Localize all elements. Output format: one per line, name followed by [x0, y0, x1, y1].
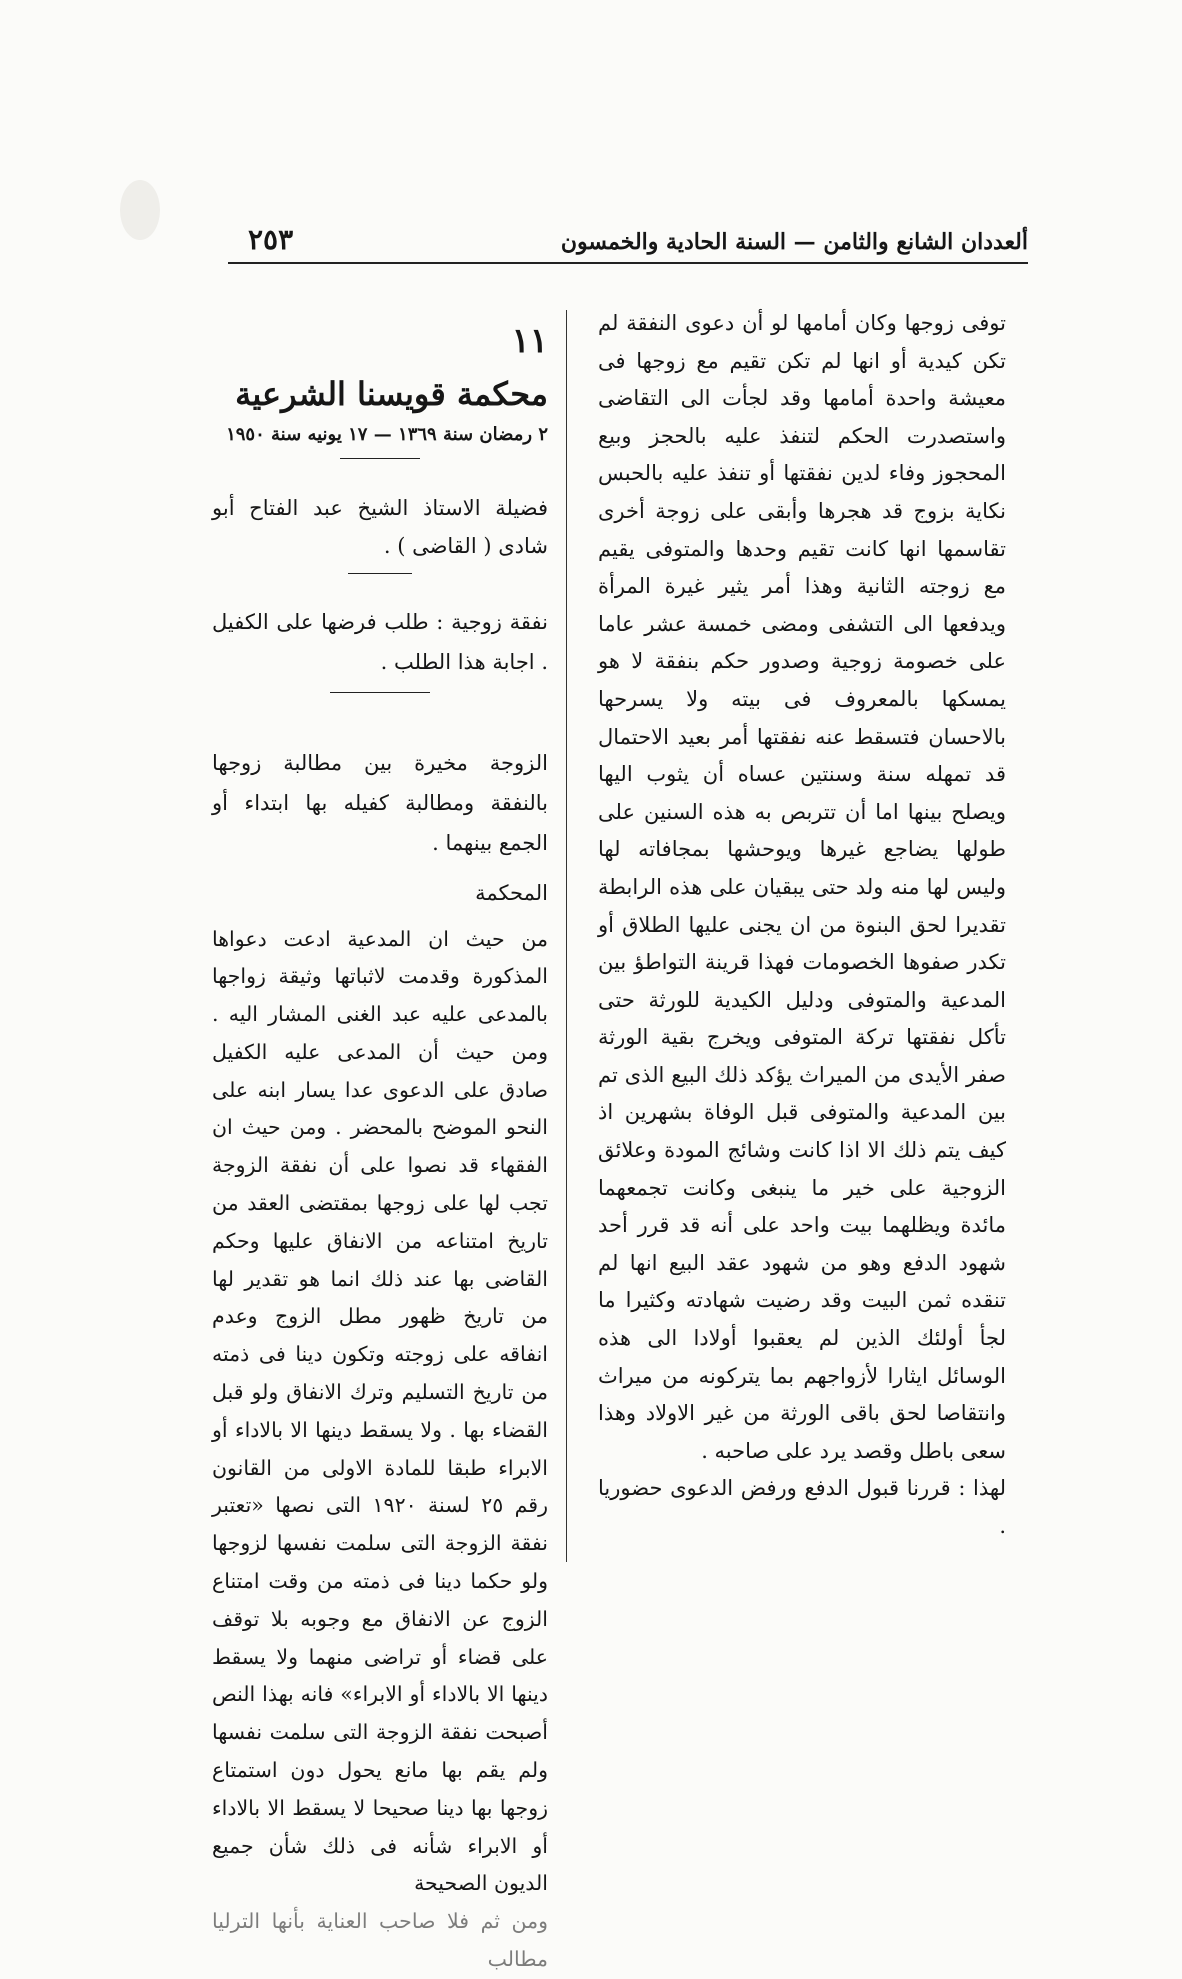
divider — [348, 573, 412, 574]
right-column — [598, 305, 1006, 1545]
running-title: ألعددان الشانع والثامن — السنة الحادية والخمسون — [560, 229, 1028, 255]
cut-off-line: ومن ثم فلا صاحب العناية بأنها الترليا مطالب — [212, 1909, 548, 1972]
judge-name: فضيلة الاستاذ الشيخ عبد الفتاح أبو شادى ( القاضى ) . — [212, 496, 548, 558]
column-divider — [566, 310, 567, 1562]
divider — [340, 458, 420, 459]
case-number: ١١ — [511, 321, 548, 361]
page-number: ٢٥٣ — [248, 223, 294, 256]
left-column — [212, 318, 548, 1979]
right-column-body: توفى زوجها وكان أمامها لو أن دعوى النفقة لم تكن كيدية أو انها لم تكن تقيم مع زوجها فى معيشة واحدة أمامها وقد لجأت الى التقاضى واستصدرت الحكم لتنفذ عليه بالحجز وبيع المحجوز وفاء لدين نفقتها أو تنفذ عليه بالحبس نكاية بزوج قد هجرها وأبقى على زوجة أخرى تقاسمها انها كانت تقيم وحدها والمتوفى يقيم مع زوجته الثانية وهذا أمر يثير غيرة المرأة ويدفعها الى التشفى ومضى خمسة عشر عاما على خصومة زوجية وصدور حكم بنفقة لا هو يمسكها بالمعروف فى بيته ولا يسرحها بالاحسان فتسقط عنه نفقتها أمر بعيد الاحتمال قد تمهله سنة وسنتين عساه أن يثوب اليها ويصلح بينها اما أن تتربص به هذه السنين على طولها يضاجع غيرها ويوحشها بمجافاته لها وليس لها منه ولد حتى يبقيان على هذه الرابطة تقديرا لحق البنوة من ان يجنى عليها الطلاق أو تكدر صفوها الخصومات فهذا قرينة التواطؤ بين المدعية والمتوفى ودليل الكيدية للورثة حتى تأكل نفقتها تركة المتوفى ويخرج بقية الورثة صفر الأيدى من الميراث يؤكد ذلك البيع الذى تم بين المدعية والمتوفى قبل الوفاة بشهرين اذ كيف يتم ذلك الا اذا كانت وشائج المودة وعلائق الزوجية على خير ما ينبغى وكانت تجمعهما مائدة ويظلهما بيت واحد على أنه قد قرر أحد شهود الدفع وهو من شهود عقد البيع انها لم تنقده ثمن البيت وقد رضيت شهادته وكثيرا ما لجأ أولئك الذين لم يعقبوا أولادا الى هذه الوسائل ايثارا لأزواجهم بما يتركونه من ميراث وانتقاصا لحق باقى الورثة من غير الاولاد وهذا سعى باطل وقصد يرد على صاحبه . — [598, 311, 1006, 1463]
court-name: محكمة قويسنا الشرعية — [235, 375, 548, 413]
divider — [330, 692, 430, 693]
court-heading: المحكمة — [475, 881, 548, 905]
case-date: ٢ رمضان سنة ١٣٦٩ — ١٧ يونيه سنة ١٩٥٠ — [226, 424, 548, 445]
ruling-principle: الزوجة مخيرة بين مطالبة زوجها بالنفقة ومطالبة كفيله بها ابتداء أو الجمع بينهما . — [212, 751, 548, 855]
header-rule — [228, 262, 1028, 264]
verdict-text: لهذا : قررنا قبول الدفع ورفض الدعوى حضوريا . — [598, 1476, 1006, 1538]
case-subject: نفقة زوجية : طلب فرضها على الكفيل . اجابة هذا الطلب . — [212, 610, 548, 674]
scan-mark — [120, 180, 160, 240]
page-header — [228, 215, 1028, 263]
left-column-body: من حيث ان المدعية ادعت دعواها المذكورة وقدمت لاثباتها وثيقة زواجها بالمدعى عليه عبد الغنى المشار اليه . ومن حيث أن المدعى عليه الكفيل صادق على الدعوى عدا يسار ابنه على النحو الموضح بالمحضر . ومن حيث ان الفقهاء قد نصوا على أن نفقة الزوجة تجب لها على زوجها بمقتضى العقد من تاريخ امتناعه من الانفاق عليها وحكم القاضى بها عند ذلك انما هو تقدير لها من تاريخ ظهور مطل الزوج وعدم انفاقه على زوجته وتكون دينا فى ذمته من تاريخ التسليم وترك الانفاق ولو قبل القضاء بها . ولا يسقط دينها الا بالاداء أو الابراء طبقا للمادة الاولى من القانون رقم ٢٥ لسنة ١٩٢٠ التى نصها «تعتبر نفقة الزوجة التى سلمت نفسها لزوجها ولو حكما دينا فى ذمته من وقت امتناع الزوج عن الانفاق مع وجوبه بلا توقف على قضاء أو تراضى منهما ولا يسقط دينها الا بالاداء أو الابراء» فانه بهذا النص أصبحت نفقة الزوجة التى سلمت نفسها ولم يقم بها مانع يحول دون استمتاع زوجها بها دينا صحيحا لا يسقط الا بالاداء أو الابراء شأنه فى ذلك شأن جميع الديون الصحيحة — [212, 926, 549, 1896]
